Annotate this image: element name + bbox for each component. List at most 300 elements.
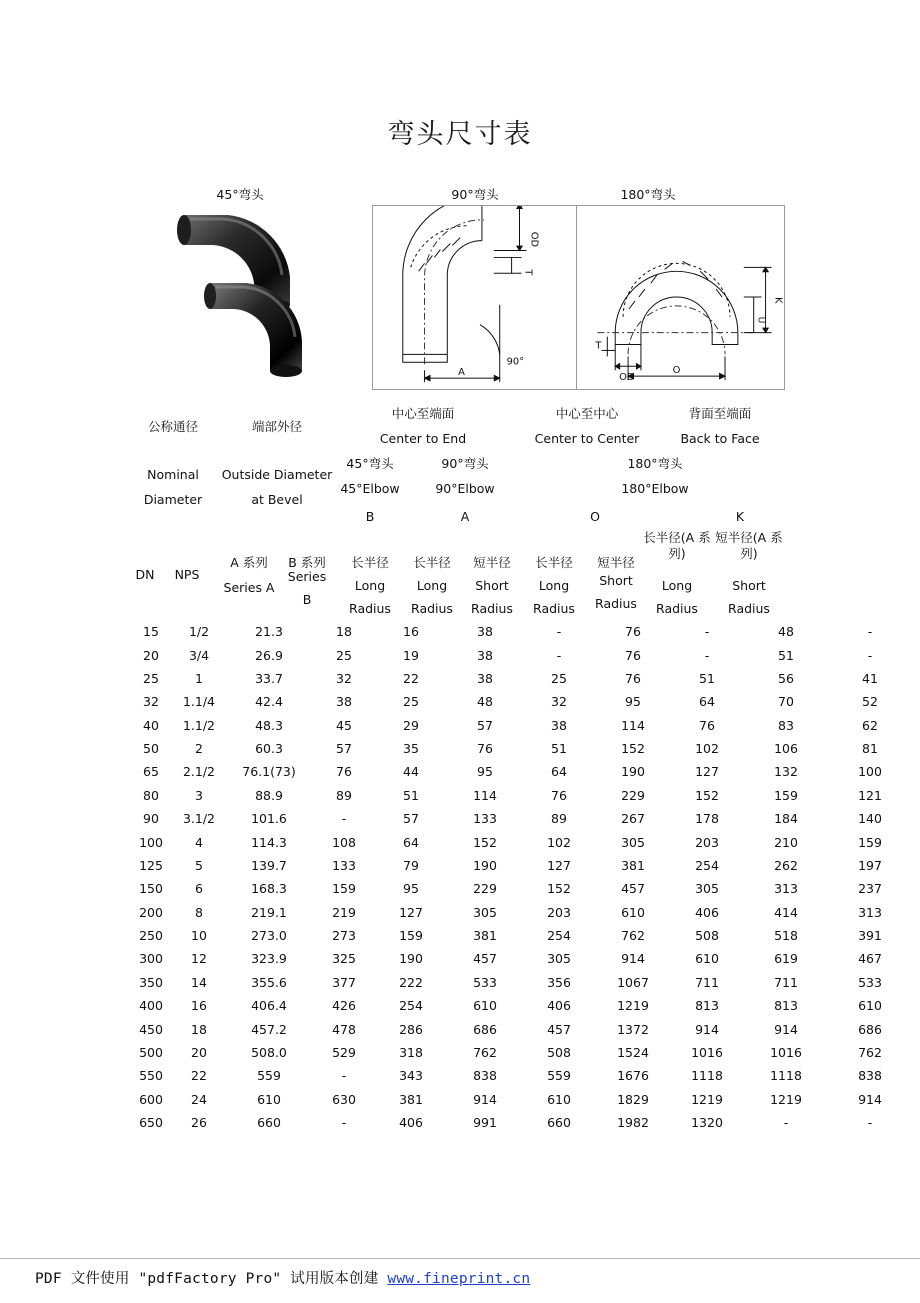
cell-k_s: 762 (858, 1044, 882, 1060)
cell-b: 25 (336, 647, 352, 663)
table-row (128, 737, 912, 760)
cell-o_l: 1524 (617, 1044, 649, 1060)
cell-e90l: 991 (473, 1115, 497, 1131)
cell-k_l: 262 (774, 857, 798, 873)
column-header-e90-long-en-2: Radius (411, 601, 453, 616)
cell-e90l: 610 (473, 998, 497, 1014)
cell-e90s: 32 (551, 694, 567, 710)
cell-k_l: 56 (778, 670, 794, 686)
cell-a: 21.3 (255, 624, 283, 640)
cell-e45l: 286 (399, 1021, 423, 1037)
column-header-series-b-en-1: Series (287, 569, 327, 584)
cell-a: 219.1 (251, 904, 287, 920)
table-row (128, 620, 912, 643)
elbow-45-photo (150, 205, 365, 390)
cell-o_l: 1372 (617, 1021, 649, 1037)
cell-o_s: 152 (695, 787, 719, 803)
header-center-to-end-cn: 中心至端面 (391, 406, 455, 421)
header-outside-en-2: at Bevel (251, 492, 303, 507)
column-header-k-long-en-1: Long (661, 578, 693, 593)
cell-e45l: 318 (399, 1044, 423, 1060)
cell-k_s: 100 (858, 764, 882, 780)
cell-k_l: 1219 (770, 1091, 802, 1107)
label-o-180: O (672, 365, 681, 377)
cell-e90l: 762 (473, 1044, 497, 1060)
cell-e45l: 25 (403, 694, 419, 710)
cell-k_s: 159 (858, 834, 882, 850)
cell-e90s: 203 (547, 904, 571, 920)
cell-k_l: 51 (778, 647, 794, 663)
cell-b: - (341, 1068, 347, 1084)
cell-e90s: 51 (551, 741, 567, 757)
cell-a: 139.7 (251, 857, 287, 873)
table-row (128, 690, 912, 713)
cell-e90s: 406 (547, 998, 571, 1014)
column-header-e45-long-cn: 长半径 (351, 555, 389, 570)
cell-o_l: 305 (621, 834, 645, 850)
column-header-o-long-en-1: Long (538, 578, 570, 593)
header-elbow90-en: 90°Elbow (435, 481, 495, 496)
column-header-e90-short-en-2: Radius (471, 601, 513, 616)
cell-k_s: 52 (862, 694, 878, 710)
column-header-series-a-en: Series A (223, 580, 275, 595)
cell-o_l: 95 (625, 694, 641, 710)
cell-b: 32 (336, 670, 352, 686)
cell-k_l: 619 (774, 951, 798, 967)
cell-a: 48.3 (255, 717, 283, 733)
cell-o_l: 76 (625, 647, 641, 663)
table-row (128, 1041, 912, 1064)
cell-dn: 550 (139, 1068, 163, 1084)
column-header-series-a-cn: A 系列 (230, 555, 268, 570)
cell-dn: 350 (139, 974, 163, 990)
cell-k_s: 610 (858, 998, 882, 1014)
cell-dn: 300 (139, 951, 163, 967)
elbow-90-drawing (372, 205, 577, 390)
cell-o_s: 1219 (691, 1091, 723, 1107)
cell-o_l: 1829 (617, 1091, 649, 1107)
cell-k_l: 414 (774, 904, 798, 920)
table-row (128, 667, 912, 690)
figure-caption-row (0, 185, 920, 205)
cell-a: 457.2 (251, 1021, 287, 1037)
cell-o_s: 610 (695, 951, 719, 967)
cell-k_s: 81 (862, 741, 878, 757)
header-outside-en-1: Outside Diameter (221, 467, 333, 482)
cell-k_l: - (783, 1115, 789, 1131)
cell-a: 610 (257, 1091, 281, 1107)
cell-e90l: 190 (473, 857, 497, 873)
cell-nps: 1 (195, 670, 203, 686)
cell-k_l: 711 (774, 974, 798, 990)
table-row (128, 1064, 912, 1087)
cell-o_l: 762 (621, 928, 645, 944)
table-row (128, 924, 912, 947)
cell-k_s: 237 (858, 881, 882, 897)
footer-link[interactable]: www.fineprint.cn (387, 1271, 531, 1287)
cell-o_s: 51 (699, 670, 715, 686)
cell-a: 33.7 (255, 670, 283, 686)
header-elbow90-cn: 90°弯头 (441, 456, 489, 471)
table-row (128, 994, 912, 1017)
cell-e45l: 16 (403, 624, 419, 640)
cell-e45l: 79 (403, 857, 419, 873)
header-nominal-en-2: Diameter (143, 492, 203, 507)
header-elbow180-cn: 180°弯头 (627, 456, 683, 471)
cell-e90l: 533 (473, 974, 497, 990)
cell-e90s: 38 (551, 717, 567, 733)
cell-e90s: 127 (547, 857, 571, 873)
header-symbol-a: A (460, 509, 470, 524)
column-header-o-short-cn: 短半径 (597, 555, 635, 570)
label-angle-90: 90° (506, 356, 525, 368)
column-header-o-long-cn: 长半径 (535, 555, 573, 570)
cell-dn: 90 (143, 811, 159, 827)
cell-k_s: 686 (858, 1021, 882, 1037)
cell-dn: 450 (139, 1021, 163, 1037)
label-u-180: U (755, 316, 766, 324)
cell-b: 133 (332, 857, 356, 873)
cell-nps: 18 (191, 1021, 207, 1037)
cell-e45l: 51 (403, 787, 419, 803)
cell-dn: 25 (143, 670, 159, 686)
cell-a: 42.4 (255, 694, 283, 710)
cell-o_s: - (704, 647, 710, 663)
footer-text-wrap (35, 1267, 530, 1288)
table-row (128, 947, 912, 970)
cell-a: 559 (257, 1068, 281, 1084)
cell-k_l: 132 (774, 764, 798, 780)
cell-a: 114.3 (251, 834, 287, 850)
cell-e45l: 222 (399, 974, 423, 990)
cell-o_l: 229 (621, 787, 645, 803)
cell-e90l: 76 (477, 741, 493, 757)
cell-k_s: 197 (858, 857, 882, 873)
cell-dn: 650 (139, 1115, 163, 1131)
cell-e45l: 127 (399, 904, 423, 920)
table-row (128, 1088, 912, 1111)
cell-k_s: 391 (858, 928, 882, 944)
header-elbow45-cn: 45°弯头 (346, 456, 394, 471)
cell-nps: 14 (191, 974, 207, 990)
cell-e90s: 356 (547, 974, 571, 990)
cell-a: 76.1(73) (242, 764, 296, 780)
cell-e90s: 25 (551, 670, 567, 686)
cell-a: 355.6 (251, 974, 287, 990)
cell-dn: 80 (143, 787, 159, 803)
cell-e45l: 381 (399, 1091, 423, 1107)
cell-nps: 20 (191, 1044, 207, 1060)
cell-e45l: 159 (399, 928, 423, 944)
cell-dn: 20 (143, 647, 159, 663)
cell-k_l: 210 (774, 834, 798, 850)
cell-b: 18 (336, 624, 352, 640)
cell-dn: 15 (143, 624, 159, 640)
cell-o_s: 64 (699, 694, 715, 710)
column-header-k-short-en-1: Short (732, 578, 766, 593)
cell-o_s: 76 (699, 717, 715, 733)
cell-b: 273 (332, 928, 356, 944)
cell-e90s: 559 (547, 1068, 571, 1084)
column-header-nps: NPS (174, 567, 200, 582)
cell-b: 219 (332, 904, 356, 920)
cell-a: 406.4 (251, 998, 287, 1014)
cell-k_l: 813 (774, 998, 798, 1014)
figure-caption-180: 180°弯头 (620, 187, 676, 202)
column-header-k-short-en-2: Radius (728, 601, 770, 616)
cell-o_l: 1676 (617, 1068, 649, 1084)
cell-o_l: 610 (621, 904, 645, 920)
cell-dn: 600 (139, 1091, 163, 1107)
figure-row (0, 205, 920, 395)
header-center-to-end-en: Center to End (379, 431, 467, 446)
cell-nps: 24 (191, 1091, 207, 1107)
cell-a: 168.3 (251, 881, 287, 897)
cell-b: 76 (336, 764, 352, 780)
cell-e90l: 305 (473, 904, 497, 920)
cell-k_l: 184 (774, 811, 798, 827)
cell-k_s: 121 (858, 787, 882, 803)
column-header-series-b-en-2: B (302, 592, 312, 607)
cell-dn: 50 (143, 741, 159, 757)
label-t-180: T (595, 340, 602, 352)
cell-e90s: 508 (547, 1044, 571, 1060)
cell-o_l: 152 (621, 741, 645, 757)
cell-nps: 6 (195, 881, 203, 897)
cell-k_l: 1016 (770, 1044, 802, 1060)
column-header-e90-long-cn: 长半径 (413, 555, 451, 570)
table-row (128, 877, 912, 900)
cell-a: 273.0 (251, 928, 287, 944)
column-header-dn: DN (135, 567, 155, 582)
cell-dn: 32 (143, 694, 159, 710)
cell-b: 45 (336, 717, 352, 733)
cell-e45l: 19 (403, 647, 419, 663)
cell-o_l: 76 (625, 624, 641, 640)
header-nominal-en-1: Nominal (147, 467, 199, 482)
cell-o_s: - (704, 624, 710, 640)
figure-caption-45: 45°弯头 (216, 187, 264, 202)
cell-o_l: 1067 (617, 974, 649, 990)
cell-e90s: 660 (547, 1115, 571, 1131)
label-t-90: T (522, 269, 534, 276)
cell-dn: 125 (139, 857, 163, 873)
cell-o_l: 914 (621, 951, 645, 967)
cell-b: 57 (336, 741, 352, 757)
cell-nps: 12 (191, 951, 207, 967)
table-row (128, 760, 912, 783)
cell-e90s: 305 (547, 951, 571, 967)
cell-k_l: 313 (774, 881, 798, 897)
cell-e45l: 406 (399, 1115, 423, 1131)
table-row (128, 854, 912, 877)
cell-k_s: - (867, 624, 873, 640)
label-a-90: A (458, 367, 465, 379)
cell-e45l: 343 (399, 1068, 423, 1084)
cell-o_s: 1016 (691, 1044, 723, 1060)
cell-nps: 8 (195, 904, 203, 920)
cell-a: 323.9 (251, 951, 287, 967)
cell-o_l: 1219 (617, 998, 649, 1014)
cell-o_l: 190 (621, 764, 645, 780)
column-header-e90-long-en-1: Long (416, 578, 448, 593)
cell-nps: 10 (191, 928, 207, 944)
header-outside-cn: 端部外径 (251, 419, 302, 434)
header-center-to-center-en: Center to Center (534, 431, 640, 446)
cell-e90s: 76 (551, 787, 567, 803)
label-od-90: OD (528, 231, 540, 248)
header-symbol-b: B (365, 509, 375, 524)
cell-nps: 2.1/2 (182, 764, 216, 780)
cell-k_s: 62 (862, 717, 878, 733)
cell-k_s: 467 (858, 951, 882, 967)
table-row (128, 1017, 912, 1040)
cell-o_l: 381 (621, 857, 645, 873)
dimension-table (128, 620, 912, 1134)
label-od-180: OD (619, 372, 635, 384)
cell-dn: 40 (143, 717, 159, 733)
cell-e90l: 48 (477, 694, 493, 710)
table-row (128, 714, 912, 737)
cell-dn: 400 (139, 998, 163, 1014)
header-symbol-o: O (590, 509, 600, 524)
cell-e90l: 57 (477, 717, 493, 733)
cell-a: 101.6 (251, 811, 287, 827)
cell-b: 377 (332, 974, 356, 990)
cell-b: 529 (332, 1044, 356, 1060)
cell-a: 660 (257, 1115, 281, 1131)
header-nominal-cn: 公称通径 (147, 419, 198, 434)
cell-e45l: 29 (403, 717, 419, 733)
cell-o_s: 914 (695, 1021, 719, 1037)
cell-e90l: 114 (473, 787, 497, 803)
column-header-e90-short-en-1: Short (475, 578, 509, 593)
cell-k_s: 140 (858, 811, 882, 827)
cell-o_s: 508 (695, 928, 719, 944)
cell-e45l: 57 (403, 811, 419, 827)
cell-e90l: 838 (473, 1068, 497, 1084)
cell-e90l: 133 (473, 811, 497, 827)
header-back-to-face-cn: 背面至端面 (688, 406, 752, 421)
column-header-e45-long-en-1: Long (354, 578, 386, 593)
cell-o_s: 203 (695, 834, 719, 850)
cell-e90l: 381 (473, 928, 497, 944)
cell-dn: 250 (139, 928, 163, 944)
header-symbol-k: K (735, 509, 745, 524)
cell-nps: 3 (195, 787, 203, 803)
label-k-180: K (772, 297, 784, 304)
cell-k_s: 914 (858, 1091, 882, 1107)
cell-nps: 4 (195, 834, 203, 850)
figure-caption-90: 90°弯头 (451, 187, 499, 202)
cell-e90s: 102 (547, 834, 571, 850)
cell-e90s: 254 (547, 928, 571, 944)
cell-b: 89 (336, 787, 352, 803)
elbow-180-drawing (577, 205, 785, 390)
column-header-o-short-en-2: Radius (595, 596, 637, 611)
cell-o_l: 267 (621, 811, 645, 827)
column-header-k-short-cn: 短半径(A 系列) (715, 530, 783, 562)
cell-e45l: 64 (403, 834, 419, 850)
cell-o_s: 813 (695, 998, 719, 1014)
cell-e90l: 914 (473, 1091, 497, 1107)
cell-e45l: 44 (403, 764, 419, 780)
cell-e90s: 610 (547, 1091, 571, 1107)
cell-o_s: 127 (695, 764, 719, 780)
header-center-to-center-cn: 中心至中心 (555, 406, 619, 421)
cell-e90l: 457 (473, 951, 497, 967)
cell-o_s: 102 (695, 741, 719, 757)
cell-a: 88.9 (255, 787, 283, 803)
cell-nps: 1.1/4 (182, 694, 216, 710)
cell-nps: 3/4 (188, 647, 210, 663)
cell-dn: 200 (139, 904, 163, 920)
cell-nps: 2 (195, 741, 203, 757)
cell-o_l: 114 (621, 717, 645, 733)
cell-o_s: 305 (695, 881, 719, 897)
cell-e90s: - (556, 624, 562, 640)
cell-e45l: 254 (399, 998, 423, 1014)
column-header-e45-long-en-2: Radius (349, 601, 391, 616)
column-header-series-b-cn: B 系列 (288, 555, 326, 570)
cell-e45l: 22 (403, 670, 419, 686)
table-row (128, 784, 912, 807)
cell-b: 630 (332, 1091, 356, 1107)
cell-e90s: 152 (547, 881, 571, 897)
header-elbow180-en: 180°Elbow (621, 481, 689, 496)
cell-nps: 22 (191, 1068, 207, 1084)
cell-a: 508.0 (251, 1044, 287, 1060)
cell-k_l: 518 (774, 928, 798, 944)
cell-nps: 5 (195, 857, 203, 873)
column-header-k-long-cn: 长半径(A 系列) (643, 530, 711, 562)
page-footer (0, 1258, 920, 1303)
table-row (128, 1111, 912, 1134)
cell-k_s: 41 (862, 670, 878, 686)
cell-k_l: 48 (778, 624, 794, 640)
cell-e90l: 38 (477, 670, 493, 686)
header-elbow45-en: 45°Elbow (340, 481, 400, 496)
column-header-o-short-en-1: Short (599, 573, 633, 588)
column-header-e90-short-cn: 短半径 (473, 555, 511, 570)
cell-e90l: 38 (477, 624, 493, 640)
cell-dn: 100 (139, 834, 163, 850)
cell-o_s: 1320 (691, 1115, 723, 1131)
cell-b: 38 (336, 694, 352, 710)
cell-a: 26.9 (255, 647, 283, 663)
cell-k_l: 159 (774, 787, 798, 803)
cell-k_s: 313 (858, 904, 882, 920)
table-row (128, 643, 912, 666)
cell-k_l: 83 (778, 717, 794, 733)
cell-e90l: 95 (477, 764, 493, 780)
cell-o_l: 1982 (617, 1115, 649, 1131)
cell-nps: 26 (191, 1115, 207, 1131)
cell-e90s: 89 (551, 811, 567, 827)
cell-b: - (341, 1115, 347, 1131)
cell-b: 478 (332, 1021, 356, 1037)
column-header-k-long-en-2: Radius (656, 601, 698, 616)
cell-e90l: 38 (477, 647, 493, 663)
footer-text: PDF 文件使用 "pdfFactory Pro" 试用版本创建 (35, 1271, 388, 1287)
cell-e90s: 457 (547, 1021, 571, 1037)
cell-nps: 1.1/2 (182, 717, 216, 733)
cell-nps: 16 (191, 998, 207, 1014)
cell-b: 159 (332, 881, 356, 897)
cell-nps: 3.1/2 (182, 811, 216, 827)
cell-k_s: 533 (858, 974, 882, 990)
cell-b: 108 (332, 834, 356, 850)
